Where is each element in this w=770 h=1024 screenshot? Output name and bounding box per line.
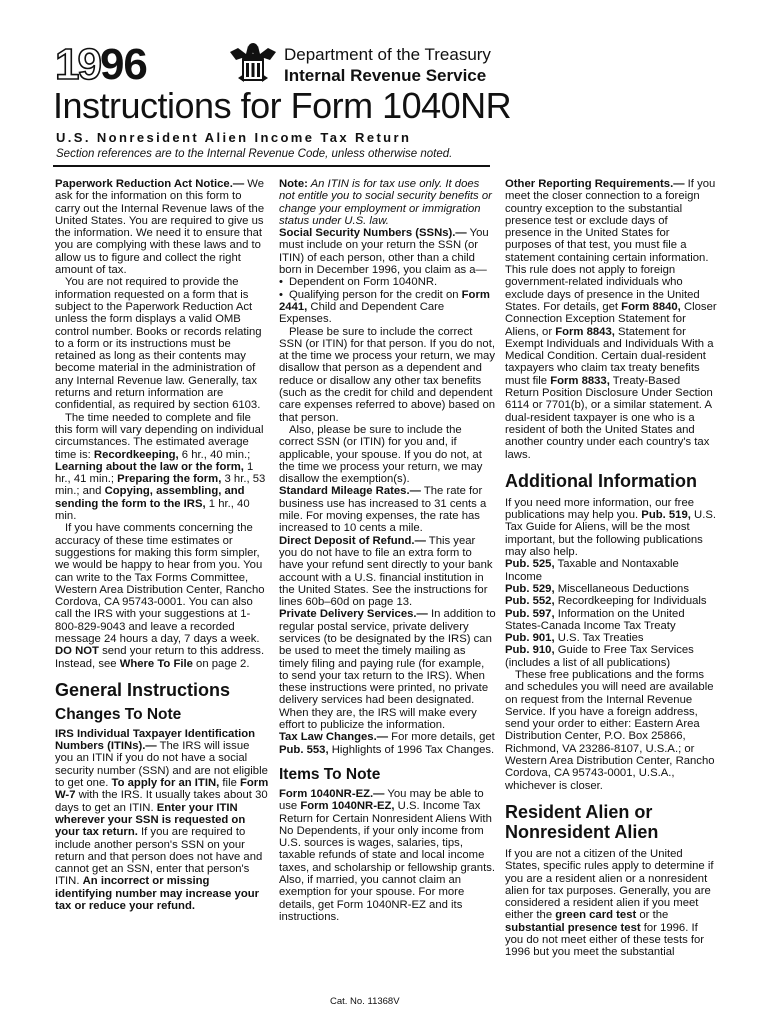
other-reporting-paragraph: Other Reporting Requirements.— If you meet the closer connection to a foreign country exception to the substantial presence test or exclude days of presence in the United States for purposes of that test, you must file a statement containing certain information. This rule does not apply to foreign government-related individuals who exclude days of presence in the United States. For details, get Form 8840, Closer Connection Exception Statement for Aliens, or Form 8843, Statement for Exempt Individuals and Individuals With a Medical Condition. Certain dual-resident taxpayers who claim tax treaty benefits must file Form 8833, Treaty-Based Return Position Disclosure Under Section 6114 or 7701(b), or a similar statement. A dual-resident taxpayer is one who is a resident of both the United States and another country under each country's tax laws. [505,178,717,461]
private-delivery-paragraph: Private Delivery Services.— In addition to regular postal service, private delivery services (to be designated by the IRS) can be used to meet the timely mailing as timely filing and paying rule (for example, to send your tax return to the IRS). When these instructions were printed, no private delivery services had been designated. When they are, the IRS will make every effort to publicize the information. [279,608,496,732]
bullet-qualifying-person: • Qualifying person for the credit on Form 2441, Child and Dependent Care Expenses. [279,289,496,326]
publication-item: Pub. 552, Recordkeeping for Individuals [505,595,707,608]
general-instructions-heading: General Instructions [55,679,231,700]
year-outline-digits: 19 [55,40,100,89]
publication-item: Pub. 529, Miscellaneous Deductions [505,582,689,595]
year-solid-digits: 96 [99,40,147,89]
publication-item: Pub. 910, Guide to Free Tax Services (includes a list of all publications) [505,644,694,669]
omb-paragraph: You are not required to provide the information requested on a form that is subject to the Paperwork Reduction Act unless the form displays a valid OMB control number. Books or records relating to a form or its instructions must be retained as long as their contents may become material in the administration of any Internal Revenue law. Generally, tax returns and return information are confidential, as required by section 6103. [55,276,262,412]
direct-deposit-paragraph: Direct Deposit of Refund.— This year you do not have to file an extra form to have your refund sent directly to your bank account with a U.S. financial institution in the United States. See the instructions for lines 60b–60d on page 13. [279,534,493,609]
itin-note-paragraph: Note: An ITIN is for tax use only. It does not entitle you to social security benefits or change your employment or immigration status under U.S. law. [279,178,492,227]
resident-alien-paragraph: If you are not a citizen of the United States, specific rules apply to determine if you are a resident alien or a nonresident alien for tax purposes. Generally, you are considered a resident alien if you meet either the green card test or the substantial presence test for 1996. If you do not meet either of these tests for 1996 but you meet the substantial [505,847,714,959]
time-estimate-paragraph: The time needed to complete and file this form will vary depending on individual circumstances. The estimated average time is: Recordkeeping, 6 hr., 40 min.; Learning about the law or the form, 1 hr., 41 min.; Preparing the form, 3 hr., 53 min.; and Copying, assembling, and sending the form to the IRS, 1 hr., 40 min. [55,411,266,523]
section-reference-note: Section references are to the Internal Revenue Code, unless otherwise noted. [56,148,453,160]
additional-information-heading: Additional Information [505,470,697,491]
catalog-number: Cat. No. 11368V [330,996,400,1007]
paperwork-paragraph: Paperwork Reduction Act Notice.— We ask for the information on this form to carry out the Internal Revenue laws of the United States. You are required to give us the information. We need it to ensure that you are complying with these laws and to allow us to figure and collect the right amount of tax. [55,178,265,277]
column-right [505,178,717,959]
bullet-dependent: • Dependent on Form 1040NR. [279,276,496,288]
ssn-spouse-paragraph: Also, please be sure to include the correct SSN (or ITIN) for you and, if applicable, your spouse. If you do not, at the time we process your return, we may disallow the exemption(s). [279,423,483,486]
free-publications-paragraph: These free publications and the forms and schedules you will need are available on request from the Internal Revenue Service. If you have a foreign address, send your order to either: Eastern Area Distribution Center, P.O. Box 25866, Richmond, VA 23286-8107, U.S.A.; or Western Area Distribution Center, Rancho Cordova, CA 95743-0001, U.S.A., whichever is closer. [505,668,715,792]
document-title: Instructions for Form 1040NR [53,85,512,126]
agency-name: Internal Revenue Service [284,66,487,85]
publication-item: Pub. 901, U.S. Tax Treaties [505,632,644,645]
changes-to-note-heading: Changes To Note [55,705,182,723]
tax-law-changes-paragraph: Tax Law Changes.— For more details, get Pub. 553, Highlights of 1996 Tax Changes. [279,731,495,756]
mileage-paragraph: Standard Mileage Rates.— The rate for business use has increased to 31 cents a mile. For moving expenses, the rate has increased to 10 cents a mile. [279,485,487,535]
comments-paragraph: If you have comments concerning the accuracy of these time estimates or suggestions for making this form simpler, we would be happy to hear from you. You can write to the Tax Forms Committee, Western Area Distribution Center, Rancho Cordova, CA 95743-0001. You can also call the IRS with your suggestions at 1-800-829-9043 and leave a recorded message 24 hours a day, 7 days a week. DO NOT send your return to this address. Instead, see Where To File on page 2. [55,522,265,670]
document-subtitle: U.S. Nonresident Alien Income Tax Return [56,130,412,145]
department-name: Department of the Treasury [284,45,491,64]
irs-eagle-logo-icon [228,38,278,84]
form-year [55,40,147,89]
header-divider [53,165,490,167]
items-to-note-heading: Items To Note [279,765,381,783]
resident-alien-heading: Resident Alien or Nonresident Alien [505,801,659,842]
agency-block [284,44,491,86]
publication-item: Pub. 525, Taxable and Nontaxable Income [505,558,679,583]
paperwork-heading: Paperwork Reduction Act Notice.— [55,178,245,190]
additional-info-paragraph: If you need more information, our free publications may help you. Pub. 519, U.S. Tax Guide for Aliens, will be the most important, but the following publications may also help. [505,496,716,559]
column-left [55,178,269,912]
column-middle [279,178,496,923]
itin-paragraph: IRS Individual Taxpayer Identification Numbers (ITINs).— The IRS will issue you an ITIN if you do not have a social security number (SSN) and are not eligible to get one. To apply for an ITIN, file Form W-7 with the IRS. It usually takes about 30 days to get an ITIN. Enter your ITIN wherever your SSN is requested on your tax return. If you are required to include another person's SSN on your return and that person does not have and cannot get an SSN, enter that person's ITIN. An incorrect or missing identifying number may increase your tax or reduce your refund. [55,727,269,913]
ssn-correct-paragraph: Please be sure to include the correct SSN (or ITIN) for that person. If you do not, at the time we process your return, we may disallow that person as a dependent and reduce or disallow any other tax benefits (such as the credit for child and dependent care expenses referred to above) based on that person. [279,325,496,424]
ssn-paragraph: Social Security Numbers (SSNs).— You must include on your return the SSN (or ITIN) of each person, other than a child born in December 1996, you claim as a— [279,227,489,277]
form-1040nr-ez-paragraph: Form 1040NR-EZ.— You may be able to use Form 1040NR-EZ, U.S. Income Tax Return for Certain Nonresident Aliens With No Dependents, if your only income from U.S. sources is wages, salaries, tips, taxable refunds of state and local income taxes, and scholarship or fellowship grants. Also, if married, you cannot claim an exemption for your spouse. For more details, get Form 1040NR-EZ and its instructions. [279,787,496,923]
publication-list [505,558,717,669]
publication-item: Pub. 597, Information on the United States-Canada Income Tax Treaty [505,607,685,632]
